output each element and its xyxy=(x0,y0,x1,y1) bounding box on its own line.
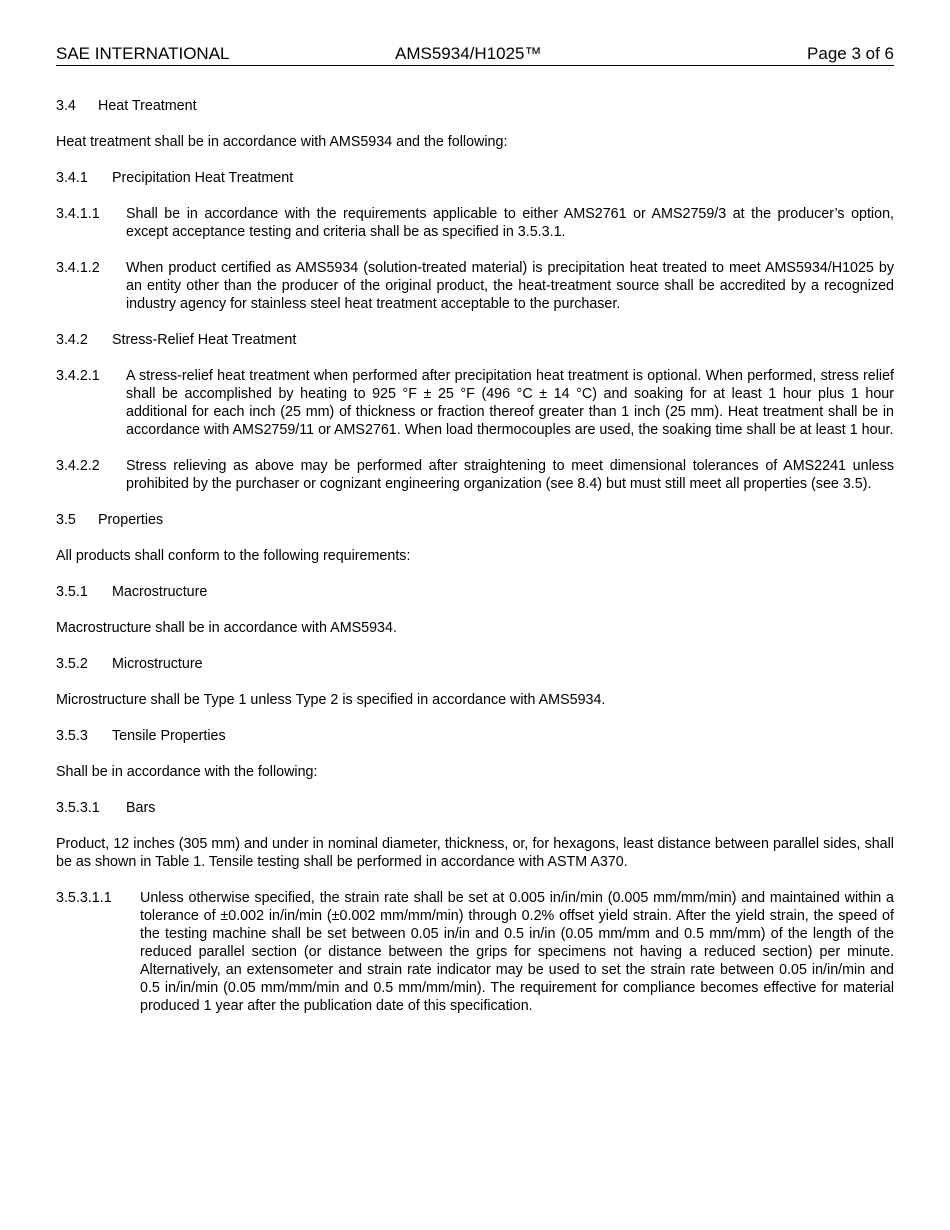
paragraph-3-5-3: Shall be in accordance with the following: xyxy=(56,764,318,780)
section-heading-3-5-3 xyxy=(56,727,894,745)
section-number: 3.5.1 xyxy=(56,584,88,600)
document-body xyxy=(56,97,894,1033)
clause-number: 3.4.2.2 xyxy=(56,458,100,474)
clause-number: 3.4.1.2 xyxy=(56,260,100,276)
section-title: Properties xyxy=(98,512,164,528)
section-title: Precipitation Heat Treatment xyxy=(112,170,294,186)
section-title: Tensile Properties xyxy=(112,728,226,744)
section-title: Heat Treatment xyxy=(98,98,197,114)
clause-text: A stress-relief heat treatment when performed after precipitation heat treatment is optional. When performed, stress relief shall be accomplished by heating to 925 °F ± 25 °F (496 °C ± 14 °C) and soaking for at least 1 hour plus 1 hour additional for each inch (25 mm) of thickness or fraction thereof greater than 1 inch (25 mm). Heat treatment shall be in accordance with AMS2759/11 or AMS2761. When load thermocouples are used, the soaking time shall be at least 1 hour. xyxy=(126,368,894,438)
section-title: Bars xyxy=(126,800,156,816)
section-heading-3-5 xyxy=(56,511,894,529)
clause-number: 3.4.2.1 xyxy=(56,368,100,384)
paragraph-3-5-3-1: Product, 12 inches (305 mm) and under in nominal diameter, thickness, or, for hexagons, least distance between parallel sides, shall be as shown in Table 1. Tensile testing shall be performed in accordance with ASTM A370. xyxy=(56,836,894,870)
clause-3-4-2-2 xyxy=(56,457,894,493)
clause-text: When product certified as AMS5934 (solution-treated material) is precipitation heat treated to meet AMS5934/H1025 by an entity other than the producer of the original product, the heat-treatment source shall be accredited by a recognized industry agency for stainless steel heat treatment acceptable to the purchaser. xyxy=(126,260,894,312)
section-number: 3.4 xyxy=(56,98,76,114)
section-number: 3.4.1 xyxy=(56,170,88,186)
section-number: 3.5.2 xyxy=(56,656,88,672)
clause-text: Unless otherwise specified, the strain rate shall be set at 0.005 in/in/min (0.005 mm/mm/min) and maintained within a tolerance of ±0.002 in/in/min (±0.002 mm/mm/min) through 0.2% offset yield strain. After the yield strain, the speed of the testing machine shall be set between 0.05 in/in and 0.5 in/in (0.05 mm/mm and 0.5 mm/mm) of the length of the reduced parallel section (or distance between the grips for specimens not having a reduced section) per minute. Alternatively, an extensometer and strain rate indicator may be used to set the strain rate between 0.05 in/in/min and 0.5 in/in/min (0.05 mm/mm/min and 0.5 mm/mm/min). The requirement for compliance becomes effective for material produced 1 year after the publication date of this specification. xyxy=(140,890,894,1014)
header-org: SAE INTERNATIONAL xyxy=(56,44,230,63)
section-title: Macrostructure xyxy=(112,584,208,600)
header-page-number: Page 3 of 6 xyxy=(807,44,894,63)
paragraph-3-4: Heat treatment shall be in accordance with AMS5934 and the following: xyxy=(56,134,508,150)
section-heading-3-5-2 xyxy=(56,655,894,673)
paragraph-3-5: All products shall conform to the following requirements: xyxy=(56,548,411,564)
clause-number: 3.5.3.1.1 xyxy=(56,890,112,906)
section-number: 3.5 xyxy=(56,512,76,528)
clause-3-5-3-1-1 xyxy=(56,889,894,1015)
section-heading-3-5-3-1 xyxy=(56,799,894,817)
section-number: 3.4.2 xyxy=(56,332,88,348)
section-number: 3.5.3 xyxy=(56,728,88,744)
clause-number: 3.4.1.1 xyxy=(56,206,100,222)
header-doc-id: AMS5934/H1025™ xyxy=(395,44,542,63)
clause-text: Stress relieving as above may be performed after straightening to meet dimensional tolerances of AMS2241 unless prohibited by the purchaser or cognizant engineering organization (see 8.4) but must still meet all properties (see 3.5). xyxy=(126,458,894,492)
section-heading-3-5-1 xyxy=(56,583,894,601)
clause-3-4-1-2 xyxy=(56,259,894,313)
section-heading-3-4-2 xyxy=(56,331,894,349)
paragraph-3-5-2: Microstructure shall be Type 1 unless Type 2 is specified in accordance with AMS5934. xyxy=(56,692,606,708)
section-number: 3.5.3.1 xyxy=(56,800,100,816)
section-title: Microstructure xyxy=(112,656,203,672)
paragraph-3-5-1: Macrostructure shall be in accordance with AMS5934. xyxy=(56,620,397,636)
section-heading-3-4 xyxy=(56,97,894,115)
clause-3-4-1-1 xyxy=(56,205,894,241)
page-header xyxy=(56,44,894,66)
section-heading-3-4-1 xyxy=(56,169,894,187)
section-title: Stress-Relief Heat Treatment xyxy=(112,332,297,348)
clause-text: Shall be in accordance with the requirements applicable to either AMS2761 or AMS2759/3 at the producer’s option, except acceptance testing and criteria shall be as specified in 3.5.3.1. xyxy=(126,206,894,240)
clause-3-4-2-1 xyxy=(56,367,894,439)
